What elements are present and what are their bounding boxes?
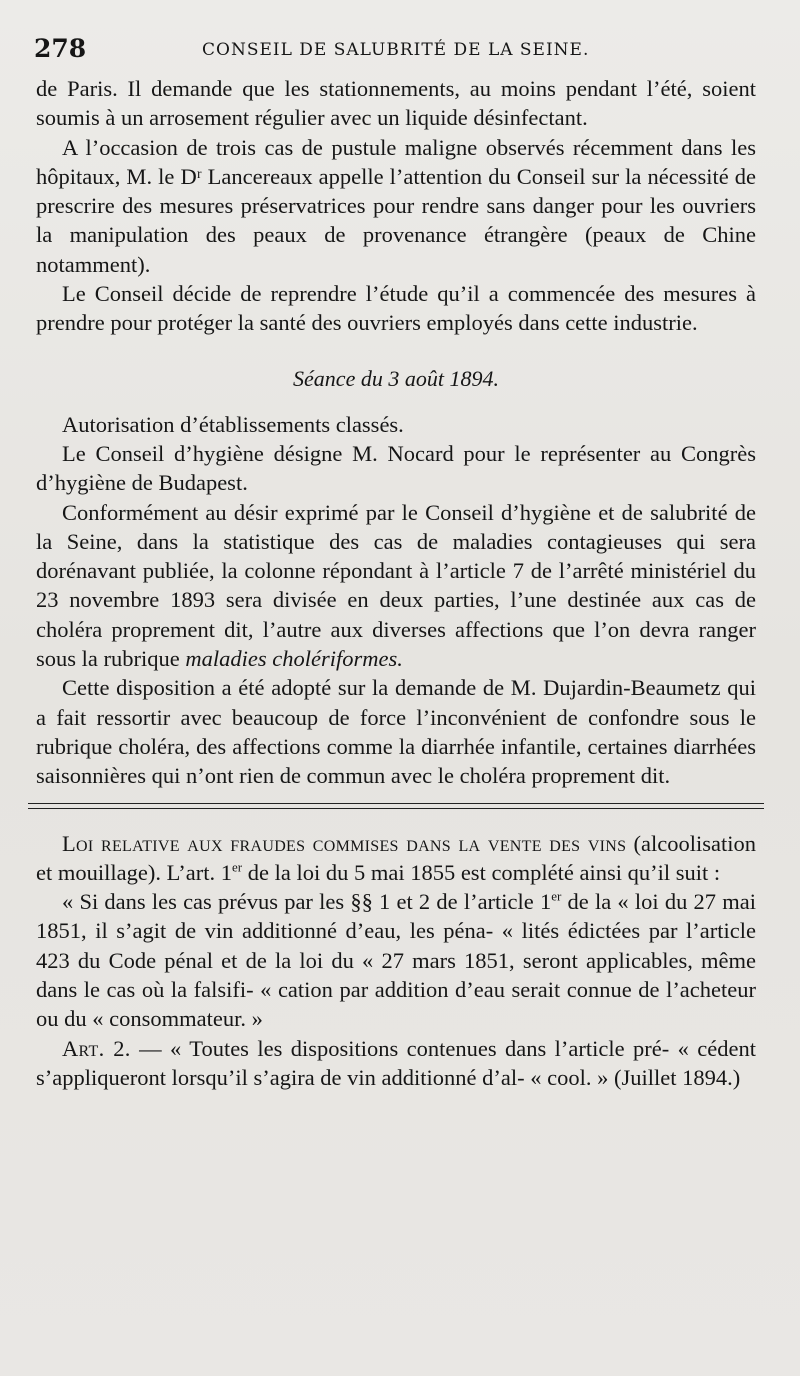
quote-text-a: « Si dans les cas prévus par les §§ 1 et 2 de l’article 1 [62,889,552,915]
statistique-text: Conformément au désir exprimé par le Conseil d’hygiène et de salubrité de la Seine, dans la statistique des cas de maladies contagieuses qui sera dorénavant publiée, la colonne répondant à l’article 7 de l’arrêté ministériel du 23 novembre 1893 sera divisée en deux parties, l’une destinée aux cas de choléra proprement dit, l’autre aux diverses affections que l’on devra ranger sous la rubrique [36,499,756,672]
double-rule [28,803,764,809]
law-title: Loi relative aux fraudes commises dans la vente des vins [62,830,627,856]
paragraph-article-2 [36,1034,756,1093]
paragraph-quote [36,887,756,1033]
page-body [36,74,756,1092]
superscript-er-2: er [551,888,562,904]
paragraph-autorisation: Autorisation d’établissements classés. [62,411,404,437]
paragraph-continuation: de Paris. Il demande que les stationnements, au moins pendant l’été, soient soumis à un arrosement régulier avec un liquide désinfectant. [36,76,756,131]
page-header [34,34,774,70]
paragraph-dujardin: Cette disposition a été adopté sur la demande de M. Dujardin-Beaumetz qui a fait ressortir avec beaucoup de force l’inconvénient de confondre sous le rubrique choléra, des affections comme la diarrhée infantile, certaines diarrhées saisonnières qui n’ont rien de commun avec le choléra proprement dit. [36,675,756,789]
law-intro-a: (alcoolisation et mouillage). L’art. 1 [36,830,757,885]
quote-text-b: de la « loi du 27 mai 1851, il s’agit de vin additionné d’eau, les péna- « lités édictées par l’article 423 du Code pénal et de la loi du « 27 mars 1851, seront applicables, même dans le cas où la falsifi- « cation par addition d’eau serait connue de l’acheteur ou du « consommateur. » [36,889,756,1032]
paragraph-pustule: A l’occasion de trois cas de pustule maligne observés récemment dans les hôpitaux, M. le Dʳ Lancereaux appelle l’attention du Conseil sur la nécessité de prescrire des mesures préservatrices pour rendre sans danger pour les ouvriers la manipulation des peaux de provenance étrangère (peaux de Chine notamment). [36,134,756,277]
paragraph-nocard: Le Conseil d’hygiène désigne M. Nocard pour le représenter au Congrès d’hygiène de Budapest. [36,440,756,496]
running-head: CONSEIL DE SALUBRITÉ DE LA SEINE. [202,40,590,60]
article-text: — « Toutes les dispositions contenues dans l’article pré- « cédent s’appliqueront lorsqu’il s’agira de vin additionné d’al- « cool. » (Juillet 1894.) [36,1035,756,1090]
paragraph-conseil-decision: Le Conseil décide de reprendre l’étude qu’il a commencée des mesures à prendre pour protéger la santé des ouvriers employés dans cette industrie. [36,281,756,336]
law-intro-b: de la loi du 5 mai 1855 est complété ainsi qu’il suit : [242,859,721,885]
page-number: 278 [34,34,87,63]
italic-term: maladies cholériformes. [185,646,403,672]
article-label: Art. 2. [62,1035,131,1061]
paragraph-statistique [36,498,756,674]
paragraph-loi [36,829,756,888]
superscript-er: er [232,859,243,875]
section-heading-seance: Séance du 3 août 1894. [293,365,499,391]
rule-line [28,803,764,804]
rule-line [28,808,764,809]
